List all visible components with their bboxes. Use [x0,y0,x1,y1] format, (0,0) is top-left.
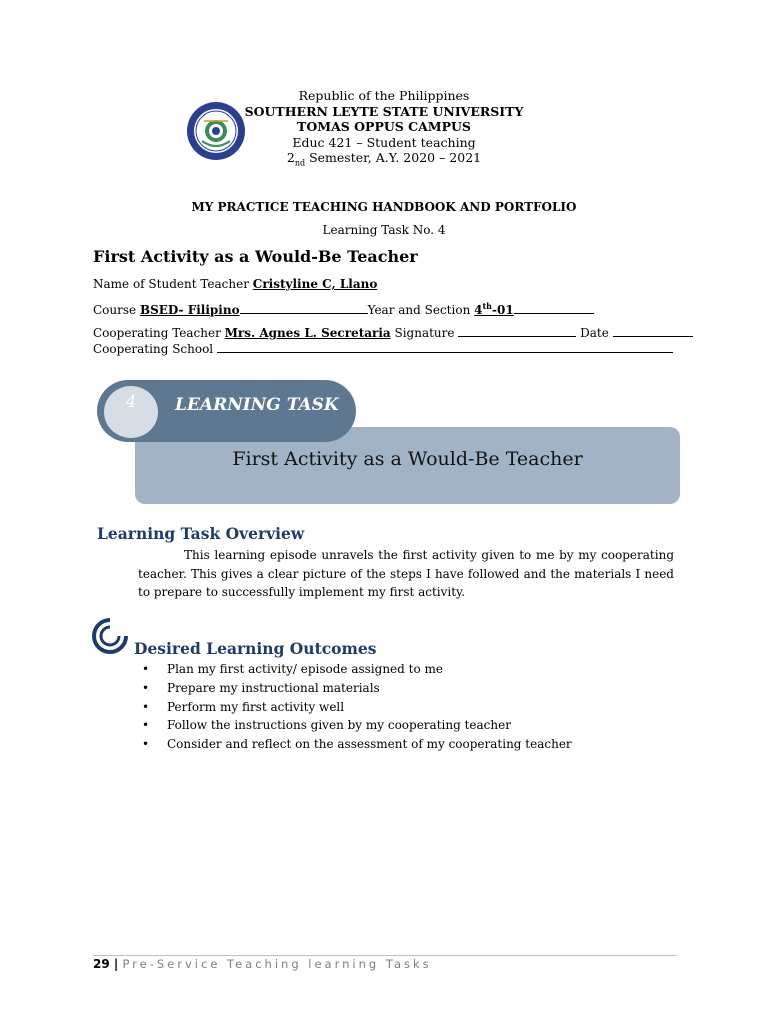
coop-teacher-label: Cooperating Teacher [93,326,225,340]
coop-school-blank [217,341,673,353]
student-name-label: Name of Student Teacher [93,277,253,291]
year-section-label: Year and Section [367,303,475,317]
outcome-text: Prepare my instructional materials [167,680,380,695]
page-footer [93,957,432,971]
cooperating-school-row [93,341,673,356]
page-number: 29 [93,957,110,971]
student-name-row [93,277,377,291]
date-blank [613,325,693,337]
year-rest: -01 [492,303,514,317]
overview-heading: Learning Task Overview [97,524,305,543]
year-blank [514,302,594,314]
document-header [0,88,768,171]
learning-task-label: LEARNING TASK [175,395,339,415]
cooperating-teacher-row [93,325,693,340]
course-value: BSED- Filipino [139,303,240,317]
list-item: • Plan my first activity/ episode assigned to me [142,662,443,676]
university-seal-icon [186,101,246,161]
handbook-title: MY PRACTICE TEACHING HANDBOOK AND PORTFOLIO [191,200,577,214]
outcomes-heading: Desired Learning Outcomes [134,639,377,658]
header-semester-num: 2 [286,150,295,165]
overview-text: This learning episode unravels the first activity given to me by my cooperating teacher. This gives a clear picture of the steps I have followed and the materials I need to prepare to successfully implement my first activity. [138,548,674,599]
task-number: Learning Task No. 4 [322,223,446,237]
task-number-badge-text: 4 [125,392,137,412]
header-semester-sup: nd [294,158,306,168]
footer-separator: | [109,957,123,971]
footer-text: Pre-Service Teaching learning Tasks [122,957,432,971]
header-semester-rest: Semester, A.Y. 2020 – 2021 [305,150,482,165]
year-section-value [474,303,514,317]
overview-paragraph [138,546,674,602]
coop-school-label: Cooperating School [93,342,217,356]
outcomes-list [142,660,572,754]
list-item: • Prepare my instructional materials [142,680,380,695]
list-item: • Consider and reflect on the assessment of my cooperating teacher [142,737,572,752]
header-course: Educ 421 – Student teaching [292,134,476,150]
header-campus: TOMAS OPPUS CAMPUS [297,119,471,134]
signature-blank [458,325,576,337]
header-university: SOUTHERN LEYTE STATE UNIVERSITY [244,103,524,119]
course-row [93,301,594,317]
student-name-value: Cristyline C, Llano [252,277,378,291]
header-semester [0,150,768,171]
list-item: • Follow the instructions given by my cooperating teacher [142,718,511,733]
date-label: Date [576,326,613,340]
year-num: 4 [474,303,483,317]
outcome-text: Follow the instructions given by my cooperating teacher [167,718,511,733]
circular-arrow-icon [91,617,129,655]
footer-divider [93,955,677,956]
outcome-text: Plan my first activity/ episode assigned to me [167,662,443,676]
course-blank [240,302,368,314]
course-label: Course [93,303,140,317]
activity-heading: First Activity as a Would-Be Teacher [93,247,418,266]
year-sup: th [482,301,492,311]
outcome-text: Perform my first activity well [167,699,345,714]
list-item: • Perform my first activity well [142,699,345,714]
outcome-text: Consider and reflect on the assessment of my cooperating teacher [167,737,572,752]
banner-title: First Activity as a Would-Be Teacher [232,448,583,470]
coop-teacher-value: Mrs. Agnes L. Secretaria [224,326,391,340]
signature-label: Signature [390,326,459,340]
header-republic: Republic of the Philippines [298,88,470,103]
